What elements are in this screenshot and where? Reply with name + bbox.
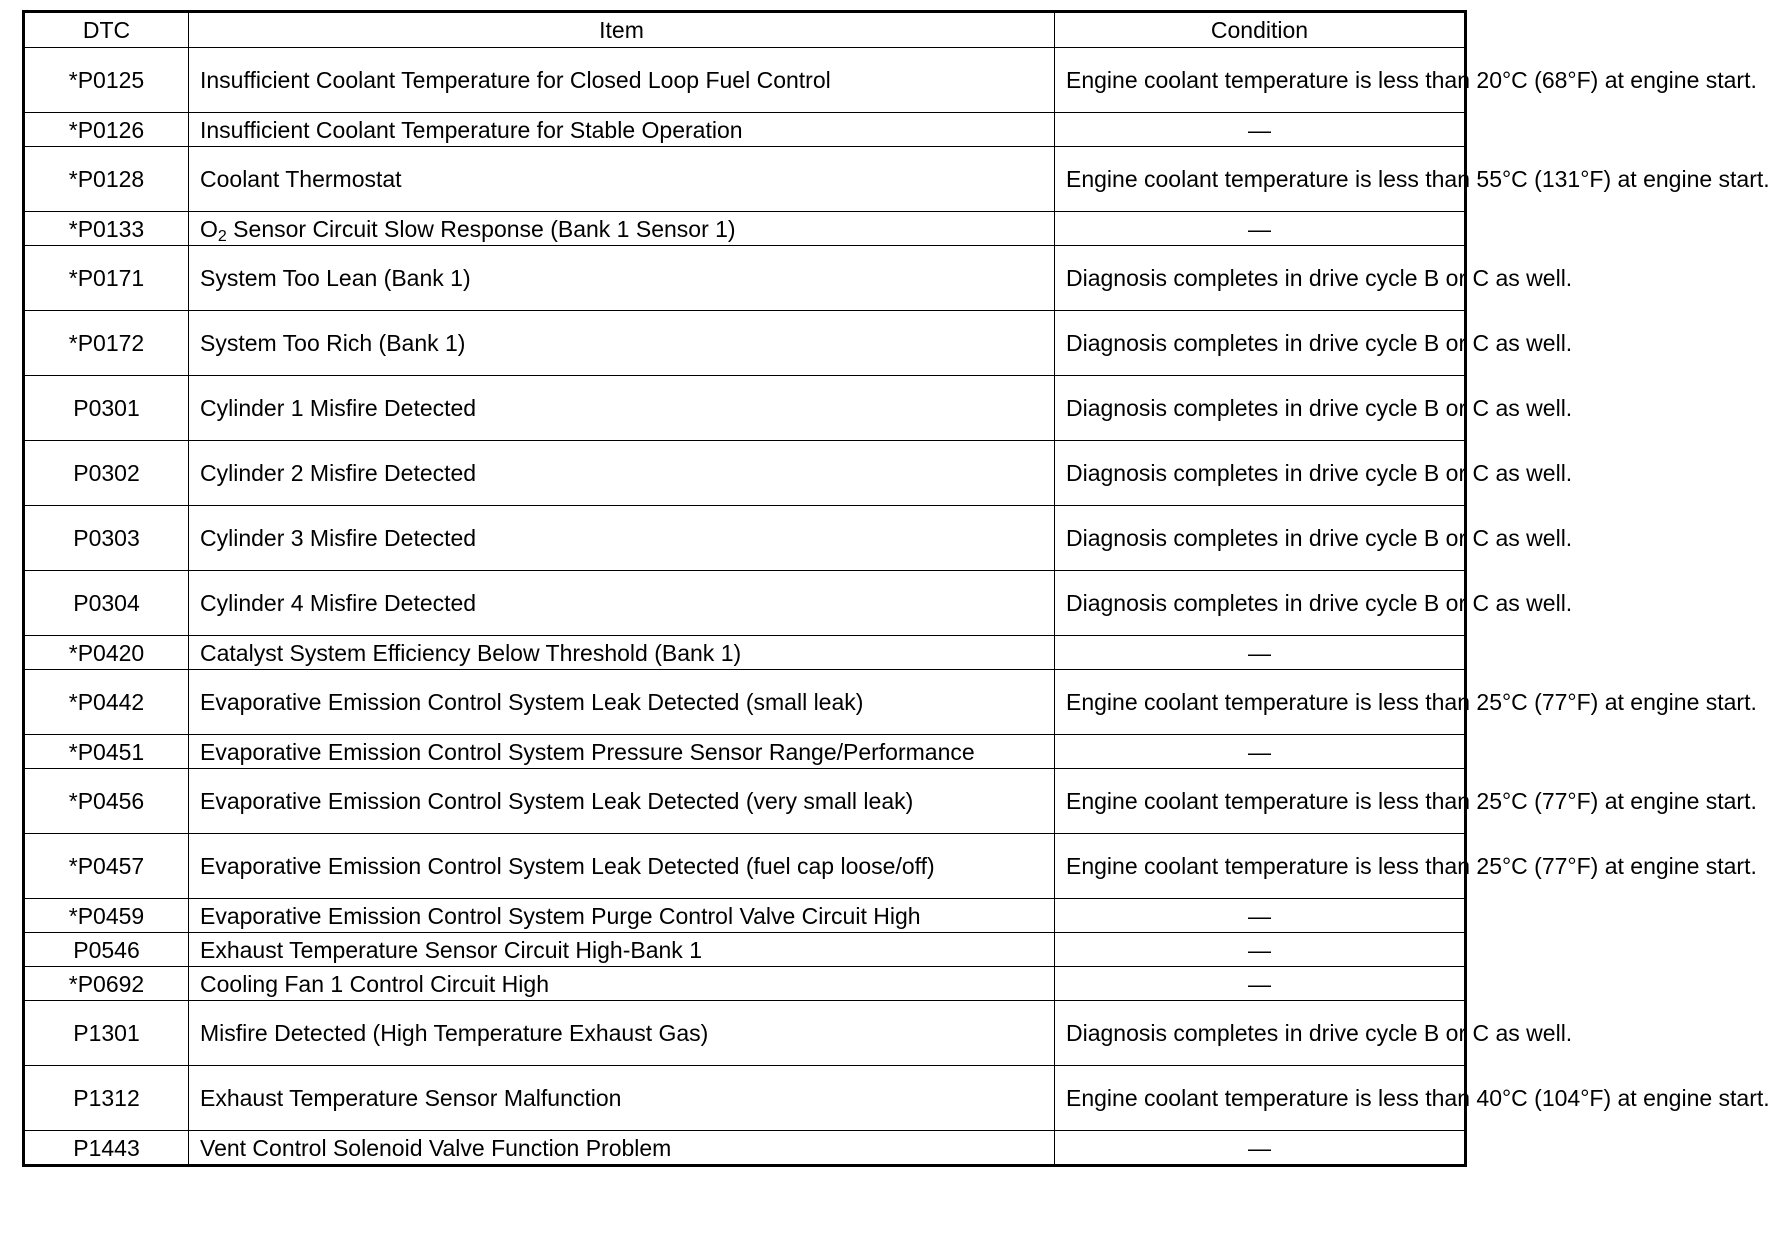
dtc-item: Exhaust Temperature Sensor Malfunction [189, 1066, 1055, 1131]
dtc-item: Cylinder 3 Misfire Detected [189, 506, 1055, 571]
dtc-item: Insufficient Coolant Temperature for Stable Operation [189, 113, 1055, 147]
table-row [24, 670, 1466, 735]
dtc-code: P0302 [24, 441, 189, 506]
dtc-item: System Too Lean (Bank 1) [189, 246, 1055, 311]
dtc-item: Evaporative Emission Control System Pressure Sensor Range/Performance [189, 735, 1055, 769]
table-row [24, 933, 1466, 967]
dtc-code: P0546 [24, 933, 189, 967]
table-row [24, 48, 1466, 113]
dtc-item: Insufficient Coolant Temperature for Closed Loop Fuel Control [189, 48, 1055, 113]
dtc-item: Evaporative Emission Control System Purge Control Valve Circuit High [189, 899, 1055, 933]
dtc-condition: — [1055, 636, 1466, 670]
dtc-condition: Diagnosis completes in drive cycle B or C as well. [1055, 441, 1466, 506]
dtc-condition: — [1055, 735, 1466, 769]
dtc-item: Evaporative Emission Control System Leak Detected (small leak) [189, 670, 1055, 735]
dtc-code: *P0172 [24, 311, 189, 376]
table-row [24, 735, 1466, 769]
dtc-code: *P0456 [24, 769, 189, 834]
table-row [24, 506, 1466, 571]
table-row [24, 571, 1466, 636]
dtc-item: Cooling Fan 1 Control Circuit High [189, 967, 1055, 1001]
table-row [24, 834, 1466, 899]
dtc-item-text: O [200, 215, 218, 242]
header-dtc: DTC [24, 12, 189, 48]
dtc-condition: Diagnosis completes in drive cycle B or C as well. [1055, 376, 1466, 441]
table-row [24, 899, 1466, 933]
dtc-code: P0301 [24, 376, 189, 441]
dtc-condition: — [1055, 113, 1466, 147]
dtc-code: P0304 [24, 571, 189, 636]
dtc-code: *P0125 [24, 48, 189, 113]
dtc-item: Exhaust Temperature Sensor Circuit High-Bank 1 [189, 933, 1055, 967]
dtc-item: Misfire Detected (High Temperature Exhaust Gas) [189, 1001, 1055, 1066]
dtc-condition: Diagnosis completes in drive cycle B or C as well. [1055, 506, 1466, 571]
dtc-condition: Engine coolant temperature is less than 25°C (77°F) at engine start. [1055, 834, 1466, 899]
dtc-item: Cylinder 2 Misfire Detected [189, 441, 1055, 506]
dtc-item: Cylinder 1 Misfire Detected [189, 376, 1055, 441]
dtc-item: Evaporative Emission Control System Leak Detected (fuel cap loose/off) [189, 834, 1055, 899]
table-row [24, 1131, 1466, 1166]
table-row [24, 769, 1466, 834]
table-row [24, 1066, 1466, 1131]
table-row [24, 441, 1466, 506]
dtc-condition: — [1055, 967, 1466, 1001]
table-row [24, 311, 1466, 376]
dtc-item [189, 212, 1055, 246]
dtc-condition: Engine coolant temperature is less than 25°C (77°F) at engine start. [1055, 769, 1466, 834]
dtc-table [22, 10, 1770, 1167]
dtc-condition: Engine coolant temperature is less than 25°C (77°F) at engine start. [1055, 670, 1466, 735]
header-condition: Condition [1055, 12, 1466, 48]
dtc-item: System Too Rich (Bank 1) [189, 311, 1055, 376]
dtc-condition: — [1055, 1131, 1466, 1166]
dtc-condition: Diagnosis completes in drive cycle B or C as well. [1055, 1001, 1466, 1066]
dtc-item: Evaporative Emission Control System Leak Detected (very small leak) [189, 769, 1055, 834]
dtc-code: P1443 [24, 1131, 189, 1166]
dtc-condition: Diagnosis completes in drive cycle B or C as well. [1055, 246, 1466, 311]
table-row [24, 1001, 1466, 1066]
subscript-text: 2 [217, 227, 227, 245]
table-header-row [24, 12, 1466, 48]
table-row [24, 212, 1466, 246]
dtc-condition: Engine coolant temperature is less than 40°C (104°F) at engine start. [1055, 1066, 1466, 1131]
header-item: Item [189, 12, 1055, 48]
dtc-item: Catalyst System Efficiency Below Threshold (Bank 1) [189, 636, 1055, 670]
dtc-item: Coolant Thermostat [189, 147, 1055, 212]
dtc-code: *P0692 [24, 967, 189, 1001]
table-row [24, 113, 1466, 147]
dtc-condition: — [1055, 899, 1466, 933]
dtc-code: *P0442 [24, 670, 189, 735]
dtc-code: *P0457 [24, 834, 189, 899]
dtc-condition: — [1055, 933, 1466, 967]
dtc-item-text: Sensor Circuit Slow Response (Bank 1 Sensor 1) [226, 215, 736, 242]
dtc-code: *P0126 [24, 113, 189, 147]
dtc-item: Vent Control Solenoid Valve Function Problem [189, 1131, 1055, 1166]
dtc-code: *P0451 [24, 735, 189, 769]
dtc-condition: Engine coolant temperature is less than 20°C (68°F) at engine start. [1055, 48, 1466, 113]
dtc-code: *P0171 [24, 246, 189, 311]
dtc-code: P1312 [24, 1066, 189, 1131]
dtc-table-container [22, 10, 1770, 1167]
dtc-condition: Engine coolant temperature is less than 55°C (131°F) at engine start. [1055, 147, 1466, 212]
dtc-code: P1301 [24, 1001, 189, 1066]
table-row [24, 147, 1466, 212]
dtc-code: *P0420 [24, 636, 189, 670]
dtc-condition: Diagnosis completes in drive cycle B or C as well. [1055, 311, 1466, 376]
dtc-code: P0303 [24, 506, 189, 571]
dtc-code: *P0128 [24, 147, 189, 212]
dtc-condition: Diagnosis completes in drive cycle B or C as well. [1055, 571, 1466, 636]
table-row [24, 246, 1466, 311]
table-row [24, 636, 1466, 670]
dtc-code: *P0459 [24, 899, 189, 933]
dtc-code: *P0133 [24, 212, 189, 246]
table-row [24, 376, 1466, 441]
dtc-condition: — [1055, 212, 1466, 246]
table-row [24, 967, 1466, 1001]
dtc-item: Cylinder 4 Misfire Detected [189, 571, 1055, 636]
